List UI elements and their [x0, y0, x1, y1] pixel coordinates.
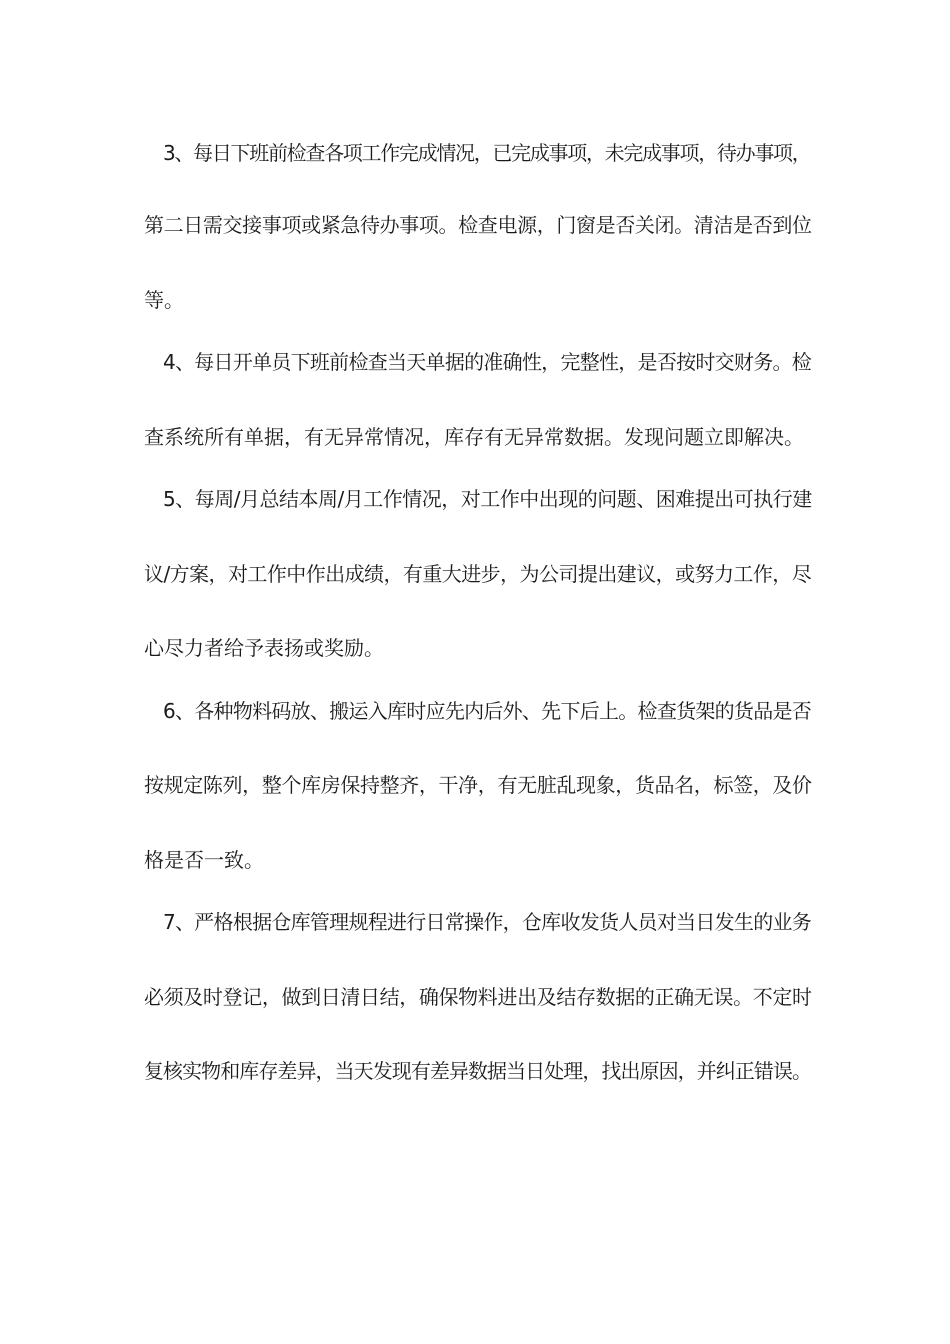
- paragraph-5-line-3: 心尽力者给予表扬或奖励。: [144, 636, 384, 660]
- paragraph-4-line-1: 4、每日开单员下班前检查当天单据的准确性，完整性，是否按时交财务。检: [163, 350, 812, 374]
- paragraph-6-line-2: 按规定陈列，整个库房保持整齐，干净，有无脏乱现象，货品名，标签，及价: [144, 773, 812, 797]
- paragraph-7-line-1: 7、严格根据仓库管理规程进行日常操作，仓库收发货人员对当日发生的业务: [163, 910, 812, 934]
- paragraph-3-line-3: 等。: [144, 288, 184, 312]
- paragraph-6-line-1: 6、各种物料码放、搬运入库时应先内后外、先下后上。检查货架的货品是否: [163, 699, 812, 723]
- paragraph-5-line-2: 议/方案，对工作中作出成绩，有重大进步，为公司提出建议，或努力工作，尽: [144, 562, 812, 586]
- paragraph-6-line-3: 格是否一致。: [144, 848, 264, 872]
- paragraph-5-line-1: 5、每周/月总结本周/月工作情况，对工作中出现的问题、困难提出可执行建: [163, 487, 812, 511]
- paragraph-3-line-2: 第二日需交接事项或紧急待办事项。检查电源，门窗是否关闭。清洁是否到位: [144, 213, 812, 237]
- paragraph-7-line-3: 复核实物和库存差异，当天发现有差异数据当日处理，找出原因，并纠正错误。: [144, 1059, 812, 1083]
- paragraph-7-line-2: 必须及时登记，做到日清日结，确保物料进出及结存数据的正确无误。不定时: [144, 985, 812, 1009]
- paragraph-4-line-2: 查系统所有单据，有无异常情况，库存有无异常数据。发现问题立即解决。: [144, 425, 804, 449]
- paragraph-3-line-1: 3、每日下班前检查各项工作完成情况，已完成事项，未完成事项，待办事项，: [163, 141, 811, 165]
